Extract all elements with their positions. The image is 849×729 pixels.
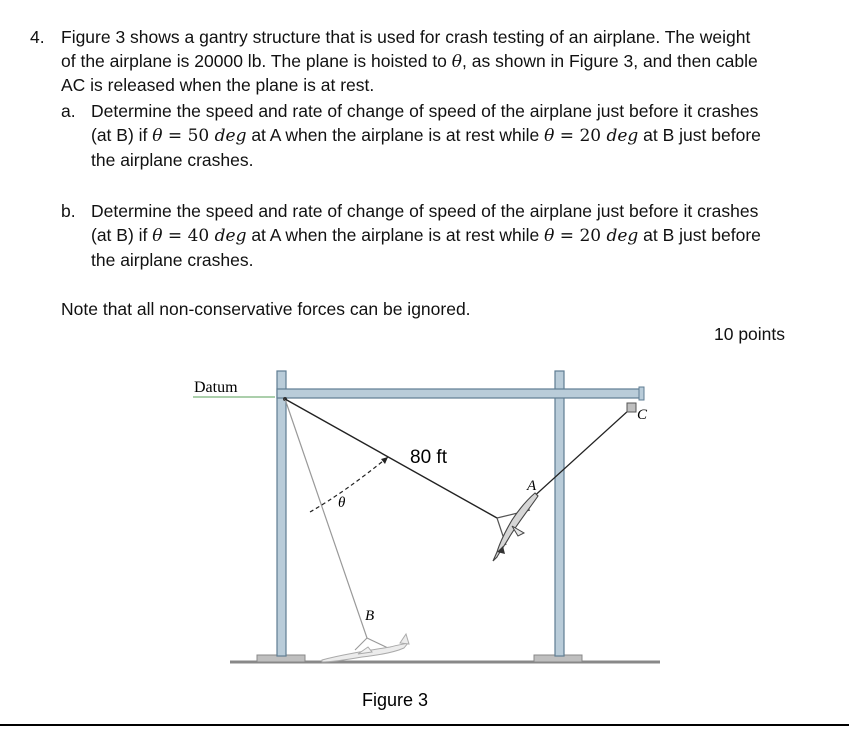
left-column — [277, 371, 286, 656]
part-b-label: b. — [61, 201, 76, 221]
part-a-label: a. — [61, 101, 76, 121]
intro-line-2: of the airplane is 20000 lb. The plane is hoisted to θ, as shown in Figure 3, and then cable — [61, 51, 758, 72]
figure-caption: Figure 3 — [362, 690, 429, 710]
note-text: Note that all non-conservative forces can be ignored. — [61, 299, 471, 319]
part-a-line-3: the airplane crashes. — [91, 150, 254, 170]
sling-b-right — [367, 638, 388, 648]
part-a-line-1: Determine the speed and rate of change of speed of the airplane just before it crashes — [91, 101, 759, 121]
part-b-line-3: the airplane crashes. — [91, 250, 254, 270]
pulley-c — [627, 403, 636, 412]
sling-b-left — [355, 638, 367, 650]
part-a-line-2: (at B) if θ = 50 deg at A when the airplane is at rest while θ = 20 deg at B just before — [91, 125, 761, 146]
intro-line-3: AC is released when the plane is at rest. — [61, 75, 375, 95]
datum-label: Datum — [194, 379, 238, 396]
theta-arrow-head — [381, 457, 388, 464]
question-number: 4. — [30, 27, 45, 47]
airplane-b-tail — [400, 634, 409, 644]
point-b-label: B — [365, 608, 375, 624]
point-c-label: C — [637, 407, 648, 423]
right-column — [555, 371, 564, 656]
bottom-rule — [0, 724, 849, 726]
part-b-line-1: Determine the speed and rate of change of speed of the airplane just before it crashes — [91, 201, 759, 221]
theta-label: θ — [338, 495, 346, 511]
point-a-label: A — [527, 478, 537, 494]
top-beam — [277, 389, 643, 398]
cable-to-b — [285, 399, 367, 638]
cable-to-a — [285, 399, 497, 518]
part-b-line-2: (at B) if θ = 40 deg at A when the airplane is at rest while θ = 20 deg at B just before — [91, 225, 761, 246]
points-label: 10 points — [714, 324, 786, 344]
cable-ac — [530, 410, 629, 500]
intro-line-1: Figure 3 shows a gantry structure that is used for crash testing of an airplane. The weight — [61, 27, 751, 47]
theta-arc — [310, 457, 388, 512]
length-label: 80 ft — [410, 447, 447, 468]
beam-end-cap — [639, 387, 644, 400]
